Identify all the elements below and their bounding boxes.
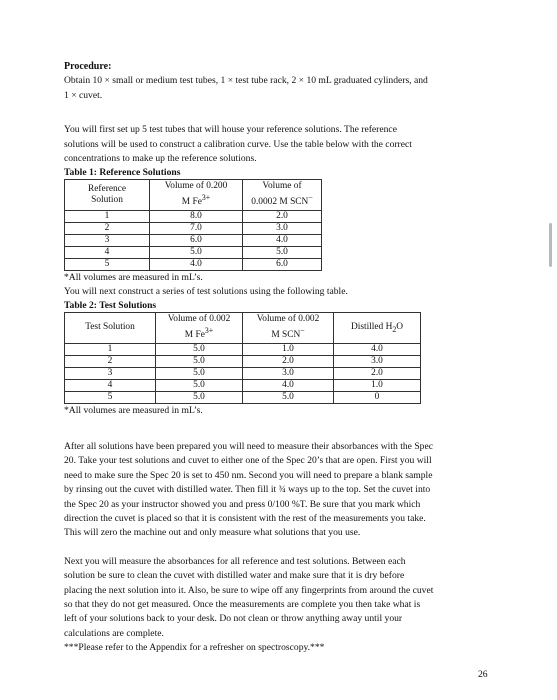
table-row	[65, 343, 421, 355]
materials-line: Obtain 10 × small or medium test tubes, 1 × test tube rack, 2 × 10 mL graduated cylinders, and	[64, 75, 428, 87]
transition-text: You will next construct a series of test solutions using the following table.	[64, 285, 348, 297]
absorbance-line: by rinsing out the cuvet with distilled water. Then fill it ¾ ways up to the top. Set the cuvet into	[64, 484, 431, 496]
table-cell: 4.0	[150, 258, 243, 270]
table-row	[65, 210, 322, 222]
table-row	[65, 379, 421, 391]
header-text: 0.0002 M SCN	[251, 197, 309, 208]
table-cell: 0	[334, 391, 421, 403]
table-cell: 2	[65, 222, 150, 234]
table-cell: 1	[65, 343, 156, 355]
table-cell: 5.0	[150, 246, 243, 258]
test-solutions-table	[64, 312, 421, 403]
absorbance-line: This will zero the machine out and only measure what solutions that you use.	[64, 527, 361, 539]
intro-line: solutions will be used to construct a calibration curve. Use the table below with the correct	[64, 138, 412, 150]
charge-superscript: 3+	[201, 193, 211, 203]
measure-line: left of your solutions back to your desk. Do not clean or throw anything away until your	[64, 613, 403, 625]
measure-line: Next you will measure the absorbances for all reference and test solutions. Between each	[64, 555, 406, 567]
table-row	[65, 246, 322, 258]
table-cell: 3	[65, 234, 150, 246]
table-cell: 2	[65, 355, 156, 367]
table-cell: 1	[65, 210, 150, 222]
table-row	[65, 258, 322, 270]
table-cell: 4.0	[243, 379, 334, 391]
table-cell: 5.0	[156, 355, 243, 367]
table1-title: Table 1: Reference Solutions	[64, 167, 181, 179]
table1-note: *All volumes are measured in mL’s.	[64, 271, 203, 283]
charge-superscript: −	[308, 193, 313, 203]
table-header-cell	[334, 313, 421, 343]
table-cell: 4	[65, 379, 156, 391]
table-cell: 5.0	[156, 391, 243, 403]
table-cell: 3.0	[243, 367, 334, 379]
header-text: Solution	[91, 195, 123, 205]
absorbance-line: 20. Take your test solutions and cuvet to either one of the Spec 20’s that are open. First you will	[64, 455, 432, 467]
table2-title: Table 2: Test Solutions	[64, 300, 157, 312]
table-cell: 2.0	[243, 210, 322, 222]
table-header-row	[65, 313, 421, 343]
table-cell: 3.0	[243, 222, 322, 234]
header-text: Volume of 0.002	[167, 314, 231, 325]
header-text	[158, 325, 240, 341]
table-header-cell	[243, 180, 322, 210]
table-cell: 5	[65, 391, 156, 403]
table-cell: 5.0	[243, 246, 322, 258]
header-text: Volume of 0.002	[256, 314, 320, 325]
scrollbar-thumb[interactable]	[549, 223, 552, 267]
measure-line: calculations are complete.	[64, 627, 164, 639]
table-cell: 3.0	[334, 355, 421, 367]
table-cell: 4.0	[334, 343, 421, 355]
table-cell: 6.0	[243, 258, 322, 270]
table-header-cell: Test Solution	[65, 313, 156, 343]
header-text: Volume of	[262, 181, 302, 192]
header-text: Reference	[88, 184, 126, 194]
charge-superscript: 3+	[204, 326, 214, 336]
table-header-row	[65, 180, 322, 210]
table-cell: 2.0	[243, 355, 334, 367]
absorbance-line: After all solutions have been prepared you will need to measure their absorbances with the Spec	[64, 440, 433, 452]
measure-line: solution be sure to clean the cuvet with distilled water and make sure that it is dry before	[64, 570, 405, 582]
table-cell: 4.0	[243, 234, 322, 246]
table-row	[65, 355, 421, 367]
absorbance-line: the Spec 20 as your instructor showed you and press 0/100 %T. Be sure that you mark which	[64, 498, 421, 510]
page-content	[64, 60, 504, 656]
table-cell: 5.0	[156, 379, 243, 391]
charge-superscript: −	[300, 326, 305, 336]
table-cell: 5	[65, 258, 150, 270]
table-cell: 5.0	[156, 343, 243, 355]
header-text: M Fe	[181, 197, 202, 208]
subscript: 2	[392, 324, 397, 334]
table-cell: 1.0	[243, 343, 334, 355]
table-header-cell	[65, 180, 150, 210]
reference-solutions-table	[64, 179, 322, 270]
table-cell: 8.0	[150, 210, 243, 222]
header-text: Volume of 0.200	[164, 181, 228, 192]
table-row	[65, 234, 322, 246]
table-header-cell	[243, 313, 334, 343]
materials-line: 1 × cuvet.	[64, 89, 103, 101]
table-cell: 1.0	[334, 379, 421, 391]
header-text: M SCN	[271, 330, 301, 341]
header-text: Distilled H	[350, 321, 393, 332]
table-cell: 3	[65, 367, 156, 379]
header-text	[152, 192, 240, 208]
table-row	[65, 367, 421, 379]
table2-note: *All volumes are measured in mL’s.	[64, 404, 203, 416]
table-cell: 6.0	[150, 234, 243, 246]
page-number: 26	[478, 669, 488, 680]
table-row	[65, 391, 421, 403]
intro-line: You will first set up 5 test tubes that will house your reference solutions. The reference	[64, 124, 397, 136]
table-header-cell	[156, 313, 243, 343]
measure-line: placing the next solution into it. Also, be sure to wipe off any fingerprints from around the cuvet	[64, 584, 434, 596]
header-text	[245, 325, 331, 341]
header-text: M Fe	[184, 330, 205, 341]
header-text	[245, 192, 319, 208]
table-cell: 7.0	[150, 222, 243, 234]
absorbance-line: direction the cuvet is placed so that it is consistent with the rest of the measurements you take.	[64, 512, 426, 524]
appendix-note: ***Please refer to the Appendix for a refresher on spectroscopy.***	[64, 642, 325, 654]
measure-line: so that they do not get measured. Once the measurements are complete you then take what is	[64, 598, 421, 610]
intro-line: concentrations to make up the reference solutions.	[64, 153, 257, 165]
procedure-heading: Procedure:	[64, 61, 112, 72]
table-cell: 5.0	[243, 391, 334, 403]
table-cell: 4	[65, 246, 150, 258]
table-row	[65, 222, 322, 234]
table-header-cell	[150, 180, 243, 210]
absorbance-line: need to make sure the Spec 20 is set to 450 nm. Second you will need to prepare a blank sample	[64, 469, 433, 481]
table-cell: 5.0	[156, 367, 243, 379]
table-cell: 2.0	[334, 367, 421, 379]
header-text: O	[396, 321, 404, 332]
